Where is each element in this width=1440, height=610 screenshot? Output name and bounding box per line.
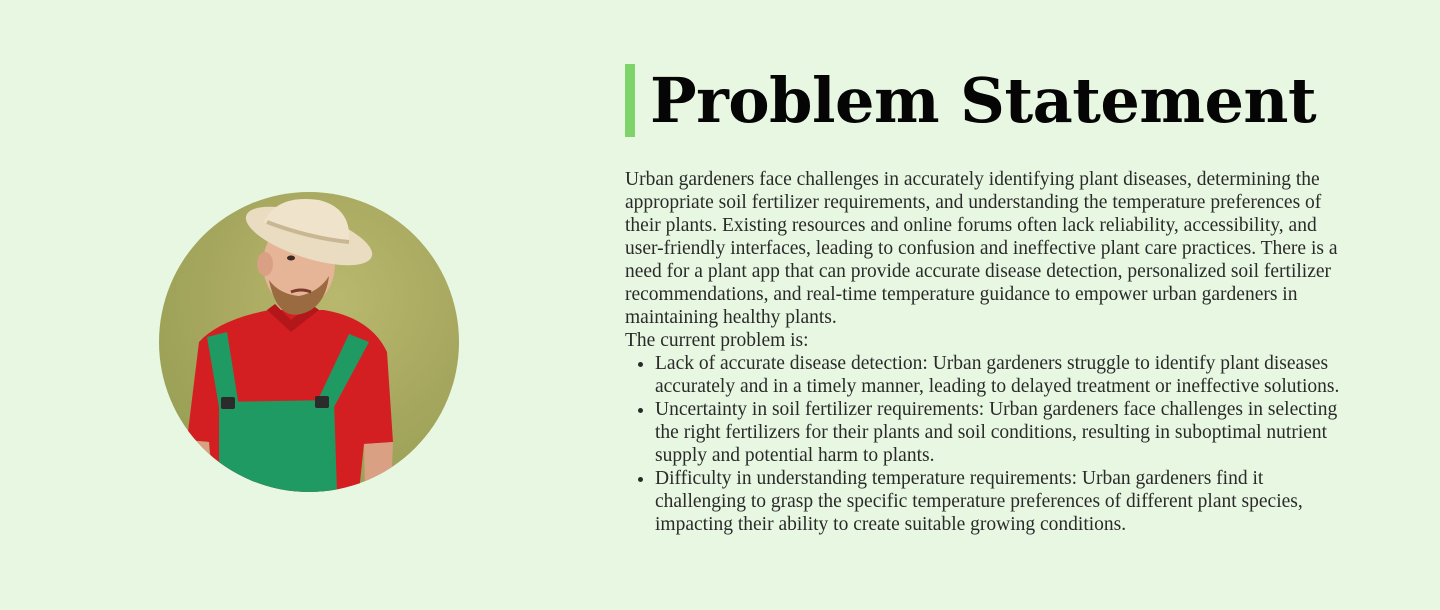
intro-paragraph: Urban gardeners face challenges in accurately identifying plant diseases, determining the appropriate soil fertilizer requirements, and understanding the temperature preferences of their plants. Existing resources and online forums often lack reliability, accessibility, and user-friendly interfaces, leading to confusion and ineffective plant care practices. There is a need for a plant app that can provide accurate disease detection, personalized soil fertilizer recommendations, and real-time temperature guidance to empower urban gardeners in maintaining healthy plants. [625, 169, 1338, 328]
problem-item: • Lack of accurate disease detection: Urban gardeners struggle to identify plant diseases accurately and in a timely manner, leading to delayed treatment or ineffective solutions. [655, 352, 1355, 398]
gardener-portrait [159, 192, 459, 492]
gardener-illustration [159, 192, 459, 492]
problem-list [625, 352, 1355, 536]
problem-item: • Uncertainty in soil fertilizer requirements: Urban gardeners face challenges in selecting the right fertilizers for their plants and soil conditions, resulting in suboptimal nutrient supply and potential harm to plants. [655, 398, 1355, 467]
title-accent-bar [625, 64, 635, 137]
page-title: Problem Statement [650, 64, 1317, 137]
list-intro: The current problem is: [625, 330, 809, 351]
problem-statement-body [625, 168, 1355, 536]
problem-item: • Difficulty in understanding temperature requirements: Urban gardeners find it challenging to grasp the specific temperature preferences of different plant species, impacting their ability to create suitable growing conditions. [655, 467, 1355, 536]
